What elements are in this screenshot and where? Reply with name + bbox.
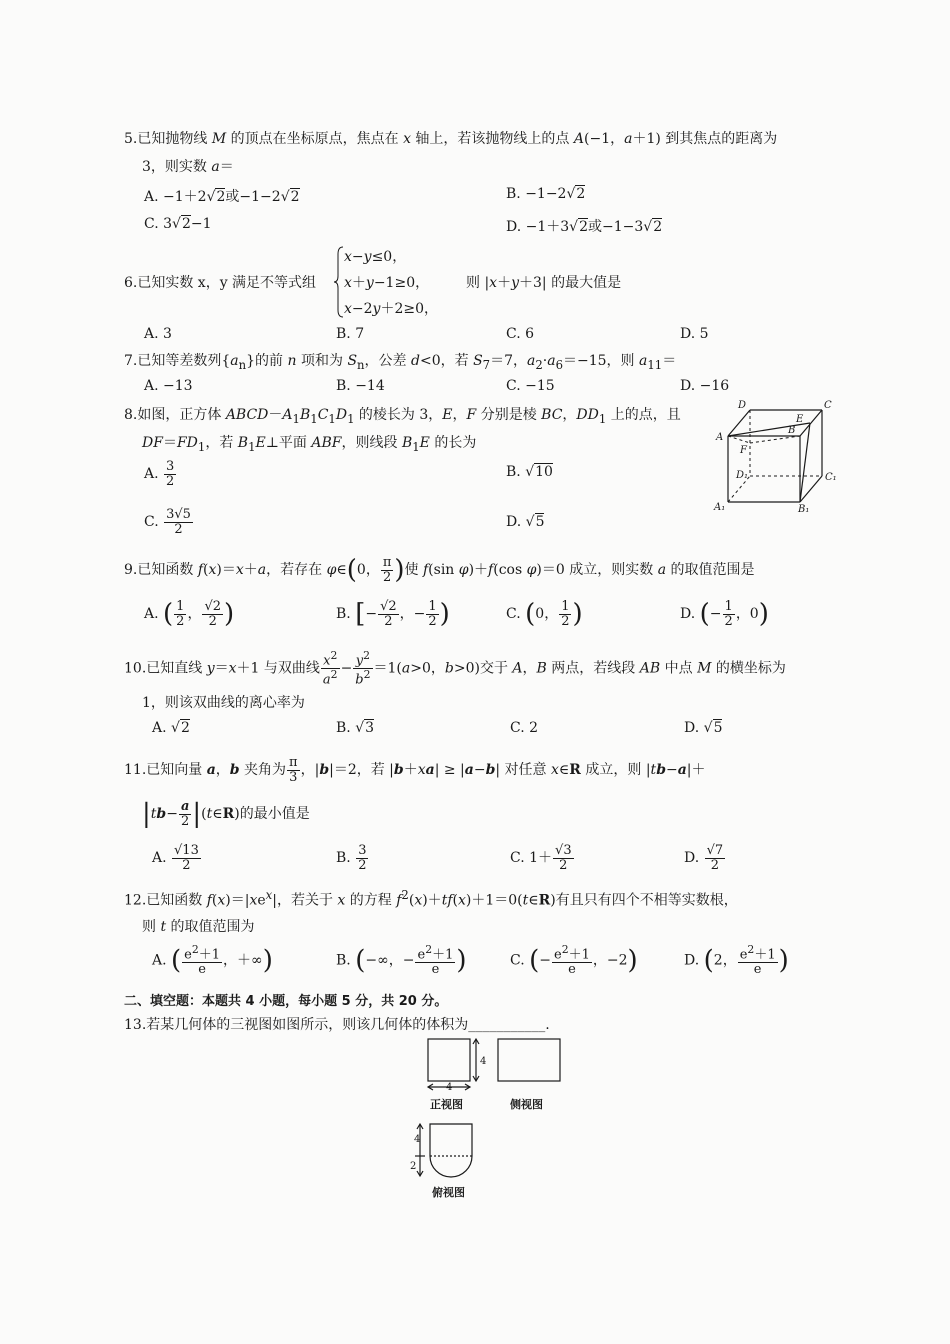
q11-stem-line1: 11.已知向量 a，b 夹角为 $\frac{\pi}{3}$ ，|b|＝2，若 |b＋xa| ≥ |a−b| 对任意 x∈R 成立，则 |tb−a|＋ [124, 755, 706, 785]
q5-stem-line2: 3，则实数 a＝ [142, 159, 234, 175]
q11-option-d[interactable]: D. $\frac{√7}{2}$ [684, 843, 724, 873]
q9-stem: 9.已知函数 f(x)＝x＋a，若存在 φ∈(0， $\frac{\pi}{2}$ )使 f(sin φ)＋f(cos φ)＝0 成立，则实数 a 的取值范围是 [124, 555, 755, 586]
q11-option-c[interactable]: C. 1＋ $\frac{√3}{2}$ [510, 843, 572, 873]
top-view-shape [430, 1124, 472, 1177]
q12-option-c[interactable]: C. (− $\frac{e^2+1}{e}$ ，−2) [510, 943, 638, 977]
cube-label-c: C [824, 400, 832, 411]
q6-condition-1: x−y≤0， [344, 249, 407, 265]
q9-option-a[interactable]: A. ( $\frac{1}{2}$ ， $\frac{√2}{2}$ ) [144, 599, 235, 630]
q8-option-d[interactable]: D. √5 [506, 514, 545, 530]
q12-option-d[interactable]: D. (2， $\frac{e^2+1}{e}$ ) [684, 943, 789, 977]
q9-option-b[interactable]: B. [− $\frac{√2}{2}$ ，− $\frac{1}{2}$ ) [336, 599, 450, 630]
q9-option-d[interactable]: D. (− $\frac{1}{2}$ ，0) [680, 599, 769, 630]
q11-option-a[interactable]: A. $\frac{√13}{2}$ [152, 843, 199, 873]
system-brace [334, 246, 344, 318]
q7-option-a[interactable]: A. −13 [144, 378, 193, 394]
q12-stem-line2: 则 t 的取值范围为 [142, 919, 255, 935]
q9-option-c[interactable]: C. (0， $\frac{1}{2}$ ) [506, 599, 583, 630]
side-view-rect [498, 1039, 560, 1081]
q6-suffix: 则 |x＋y＋3| 的最大值是 [466, 275, 622, 291]
q5-option-c[interactable]: C. 3√2−1 [144, 216, 212, 232]
q12-option-a[interactable]: A. ( $\frac{e^2+1}{e}$ ，＋∞) [152, 943, 273, 977]
q12-option-b[interactable]: B. (−∞，− $\frac{e^2+1}{e}$ ) [336, 943, 467, 977]
q7-option-b[interactable]: B. −14 [336, 378, 385, 394]
q10-option-c[interactable]: C. 2 [510, 720, 539, 736]
q10-option-a[interactable]: A. √2 [152, 720, 190, 736]
q10-stem-line2: 1，则该双曲线的离心率为 [142, 695, 305, 711]
q12-stem-line1: 12.已知函数 $f(x)=|xe^x|$，若关于 x 的方程 $f^2(x)+tf(x)+1=0(t\in R)$有且只有四个不相等实数根， [124, 888, 738, 909]
cube-label-b1: B₁ [798, 504, 810, 515]
cube-label-a: A [716, 432, 724, 443]
three-view-figure [400, 1034, 580, 1204]
cube-label-d: D [738, 400, 747, 411]
q6-condition-3: x−2y＋2≥0， [344, 301, 439, 317]
q6-option-d[interactable]: D. 5 [680, 326, 709, 342]
section-2-heading: 二、填空题：本题共 4 小题，每小题 5 分，共 20 分。 [124, 994, 448, 1009]
q11-stem-line2: |tb− $\frac{a}{2}$ |(t∈R)的最小值是 [142, 799, 310, 830]
q10-option-b[interactable]: B. √3 [336, 720, 375, 736]
q6-option-a[interactable]: A. 3 [144, 326, 172, 342]
answer-blank[interactable]: ___________ [468, 1017, 546, 1033]
q5-stem-line1: 5.已知抛物线 M 的顶点在坐标原点，焦点在 x 轴上，若该抛物线上的点 A(−1，a＋1) 到其焦点的距离为 [124, 131, 778, 147]
cube-label-e: E [796, 414, 804, 425]
cube-label-b: B [788, 425, 796, 436]
q6-prefix: 6.已知实数 x，y 满足不等式组 [124, 275, 317, 291]
dim-front-height: 4 [480, 1056, 487, 1067]
cube-label-f: F [740, 445, 747, 456]
q11-option-b[interactable]: B. $\frac{3}{2}$ [336, 843, 367, 873]
q10-option-d[interactable]: D. √5 [684, 720, 723, 736]
q5-option-b[interactable]: B. −1−2√2 [506, 186, 586, 202]
q6-option-b[interactable]: B. 7 [336, 326, 365, 342]
q5-option-a[interactable]: A. −1＋2√2或−1−2√2 [144, 189, 300, 205]
q6-condition-2: x＋y−1≥0， [344, 275, 430, 291]
dim-top-length: 4 [414, 1134, 421, 1145]
q8-stem-line2: $DF=FD_1$，若 $B_1E\perp$平面 ABF，则线段 $B_1E$ 的长为 [142, 435, 477, 454]
q8-option-a[interactable]: A. $\frac{3}{2}$ [144, 459, 175, 489]
cube-label-d1: D₁ [736, 470, 749, 481]
cube-label-a1: A₁ [714, 502, 726, 513]
cube-label-c1: C₁ [825, 472, 837, 483]
front-view-rect [428, 1039, 470, 1081]
dim-top-radius: 2 [410, 1161, 417, 1172]
q5-option-d[interactable]: D. −1＋3√2或−1−3√2 [506, 219, 663, 235]
side-view-label: 侧视图 [510, 1098, 543, 1111]
q6-option-c[interactable]: C. 6 [506, 326, 535, 342]
q13-stem: 13.若某几何体的三视图如图所示，则该几何体的体积为___________. [124, 1017, 550, 1033]
front-view-label: 正视图 [430, 1098, 463, 1111]
q7-stem: 7.已知等差数列$\{a_n\}$的前 n 项和为 $S_n$，公差 d<0，若 $S_7=7$，$a_2\cdot a_6=-15$，则 $a_{11}=$ [124, 353, 677, 372]
top-view-label: 俯视图 [432, 1186, 465, 1199]
q7-option-d[interactable]: D. −16 [680, 378, 730, 394]
q8-option-c[interactable]: C. $\frac{3√5}{2}$ [144, 507, 191, 537]
q8-option-b[interactable]: B. √10 [506, 464, 553, 480]
q8-stem-line1: 8.如图，正方体 $ABCD-A_1B_1C_1D_1$ 的棱长为 3，E，F 分别是棱 BC，$DD_1$ 上的点，且 [124, 407, 681, 426]
cube-figure [700, 396, 850, 518]
q10-stem-line1: 10.已知直线 y＝x＋1 与双曲线 $\frac{x^2}{a^2}$ − $\frac{y^2}{b^2}$ ＝1(a>0，b>0)交于 A，B 两点，若线段 AB 中点 M 的横坐标为 [124, 649, 786, 688]
dim-front-width: 4 [446, 1082, 453, 1093]
q7-option-c[interactable]: C. −15 [506, 378, 555, 394]
